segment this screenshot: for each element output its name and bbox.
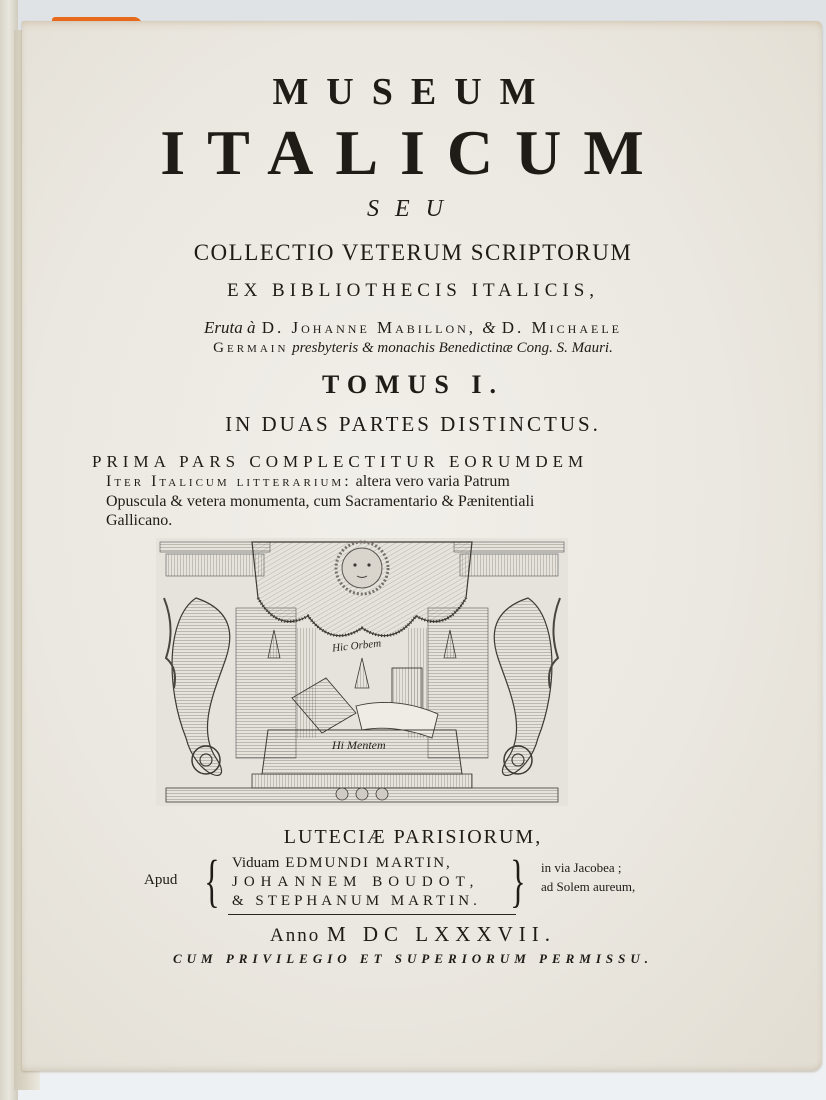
eruta-text: Eruta à (203, 318, 256, 337)
parts-label: IN DUAS PARTES DISTINCTUS. (225, 412, 601, 436)
contents-line-2 (106, 473, 674, 491)
location-line-1: in via Jacobea ; (541, 860, 622, 875)
printer-3: & STEPHANUM MARTIN. (232, 893, 481, 909)
volume-label: TOMUS I. (322, 370, 504, 399)
subtitle-line-1: COLLECTIO VETERUM SCRIPTORUM (193, 240, 633, 265)
author-germain-first: D. Michaele (501, 318, 622, 337)
motto-top: Hic Orbem (331, 637, 382, 655)
engraving-illustration-icon (156, 538, 568, 806)
printer-1: Viduam EDMUNDI MARTIN, (232, 855, 452, 871)
motto-bottom: Hi Mentem (332, 738, 386, 752)
authors-line-2 (0, 340, 826, 357)
publication-year (0, 922, 826, 947)
year-prefix: Anno (269, 925, 321, 946)
engraved-vignette (156, 538, 568, 806)
year-roman: M DC LXXXVII. (326, 922, 557, 946)
privilege-line: CUM PRIVILEGIO ET SUPERIORUM PERMISSU. (172, 951, 654, 966)
contents-line-4: Gallicano. (106, 512, 173, 529)
imprint-divider (228, 914, 516, 915)
seu-connector: SEU (367, 196, 459, 222)
contents-line-1: PRIMA PARS COMPLECTITUR EORUMDEM (92, 452, 589, 471)
right-brace-icon: } (510, 848, 526, 913)
ampersand: & (482, 318, 496, 337)
imprint-printers (0, 848, 826, 914)
title-line-1: MUSEUM (272, 71, 554, 113)
authors-description: presbyteris & monachis Benedictinæ Cong. S. Mauri. (292, 340, 613, 356)
subtitle-line-2: EX BIBLIOTHECIS ITALICIS, (226, 280, 600, 301)
author-germain-surname: Germain (213, 340, 289, 356)
printer-2: JOHANNEM BOUDOT, (232, 874, 480, 890)
left-brace-icon: { (204, 848, 220, 913)
location-line-2: ad Solem aureum, (541, 879, 636, 894)
printer-location (541, 858, 635, 896)
title-line-2: ITALICUM (160, 117, 666, 188)
apud-label: Apud (144, 872, 178, 888)
contents-line-3: Opuscula & vetera monumenta, cum Sacramentario & Pænitentiali (106, 493, 535, 510)
contents-line-2-rest: altera vero varia Patrum (351, 473, 510, 490)
iter-italicum: Iter Italicum litterarium: (106, 473, 352, 490)
printer-names (232, 854, 481, 911)
authors-line-1 (0, 318, 826, 338)
imprint-place: LUTECIÆ PARISIORUM, (283, 826, 543, 848)
author-mabillon: D. Johanne Mabillon, (261, 318, 477, 337)
